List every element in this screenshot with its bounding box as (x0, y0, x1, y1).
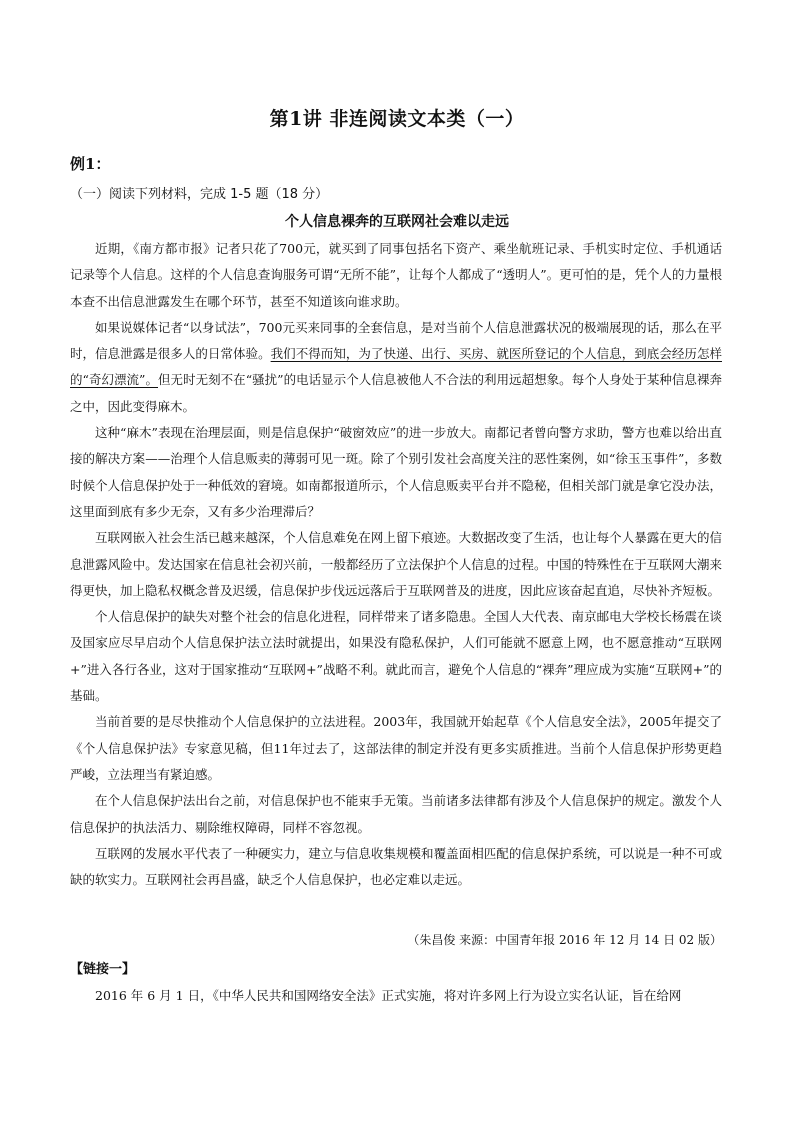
paragraph-2-start: 如果说媒体记者“以身试法”，700元买来同事的全套信息，是对当前个人信息泄露状况的极端展现的话，那么在平时，信息泄露是很多人的日常体验。 (70, 319, 722, 362)
paragraph-1: 近期，《南方都市报》记者只花了700元，就买到了同事包括名下资产、乘坐航班记录、手机实时定位、手机通话记录等个人信息。这样的个人信息查询服务可谓“无所不能”，让每个人都成了“透明人”。更可怕的是，凭个人的力量根本查不出信息泄露发生在哪个环节，甚至不知道该向谁求助。 (70, 241, 722, 309)
paragraph-2-end: 但无时无刻不在“骚扰”的电话显示个人信息被他人不合法的利用远超想象。每个人身处于某种信息裸奔之中，因此变得麻木。 (70, 372, 722, 414)
paragraph-4: 互联网嵌入社会生活已越来越深，个人信息难免在网上留下痕迹。大数据改变了生活，也让每个人暴露在更大的信息泄露风险中。发达国家在信息社会初兴前，一般都经历了立法保护个人信息的过程。中国的特殊性在于互联网大潮来得更快，加上隐私权概念普及迟缓，信息保护步伐远远落后于互联网普及的进度，因此应该奋起直追，尽快补齐短板。 (70, 530, 722, 598)
paragraph-3: 这种“麻木”表现在治理层面，则是信息保护“破窗效应”的进一步放大。南都记者曾向警方求助，警方也难以给出直接的解决方案——治理个人信息贩卖的薄弱可见一斑。除了个别引发社会高度关注的恶性案例，如“徐玉玉事件”，多数时候个人信息保护处于一种低效的窘境。如南都报道所示，个人信息贩卖平台并不隐秘，但相关部门就是拿它没办法，这里面到底有多少无奈，又有多少治理滞后？ (70, 425, 722, 519)
underlined-sentence: 我们不得而知，为了快递、出行、买房、就医所登记的个人信息，到底会经历怎样的“奇幻漂流”。 (70, 346, 722, 388)
reading-instruction: （一）阅读下列材料，完成 1-5 题（18 分） (70, 187, 329, 202)
link-one-text: 2016 年 6 月 1 日，《中华人民共和国网络安全法》正式实施，将对许多网上行为设立实名认证，旨在给网 (95, 988, 682, 1003)
paragraph-5: 个人信息保护的缺失对整个社会的信息化进程，同样带来了诸多隐患。全国人大代表、南京邮电大学校长杨震在谈及国家应尽早启动个人信息保护法立法时就提出，如果没有隐私保护，人们可能就不愿意上网，也不愿意推动“互联网+”进入各行各业，这对于国家推动“互联网+”战略不利。就此而言，避免个人信息的“裸奔”理应成为实施“互联网+”的基础。 (70, 609, 722, 704)
example-label: 例1： (70, 155, 111, 173)
link-one-title: 【链接一】 (70, 962, 136, 977)
paragraph-2 (70, 315, 722, 420)
article-source: （朱昌俊 来源：中国青年报 2016 年 12 月 14 日 02 版） (407, 933, 722, 947)
paragraph-7: 在个人信息保护法出台之前，对信息保护也不能束手无策。当前诸多法律都有涉及个人信息保护的规定。激发个人信息保护的执法活力、剔除维权障碍，同样不容忽视。 (70, 793, 722, 835)
article-title: 个人信息裸奔的互联网社会难以走远 (285, 214, 509, 230)
lesson-title: 第1讲 非连阅读文本类（一） (269, 108, 525, 130)
article-body (70, 236, 722, 893)
paragraph-8: 互联网的发展水平代表了一种硬实力，建立与信息收集规模和覆盖面相匹配的信息保护系统，可以说是一种不可或缺的软实力。互联网社会再昌盛，缺乏个人信息保护，也必定难以走远。 (70, 845, 722, 888)
paragraph-6: 当前首要的是尽快推动个人信息保护的立法进程。2003年，我国就开始起草《个人信息安全法》，2005年提交了《个人信息保护法》专家意见稿，但11年过去了，这部法律的制定并没有更多实质推进。当前个人信息保护形势更趋严峻，立法理当有紧迫感。 (70, 714, 722, 782)
